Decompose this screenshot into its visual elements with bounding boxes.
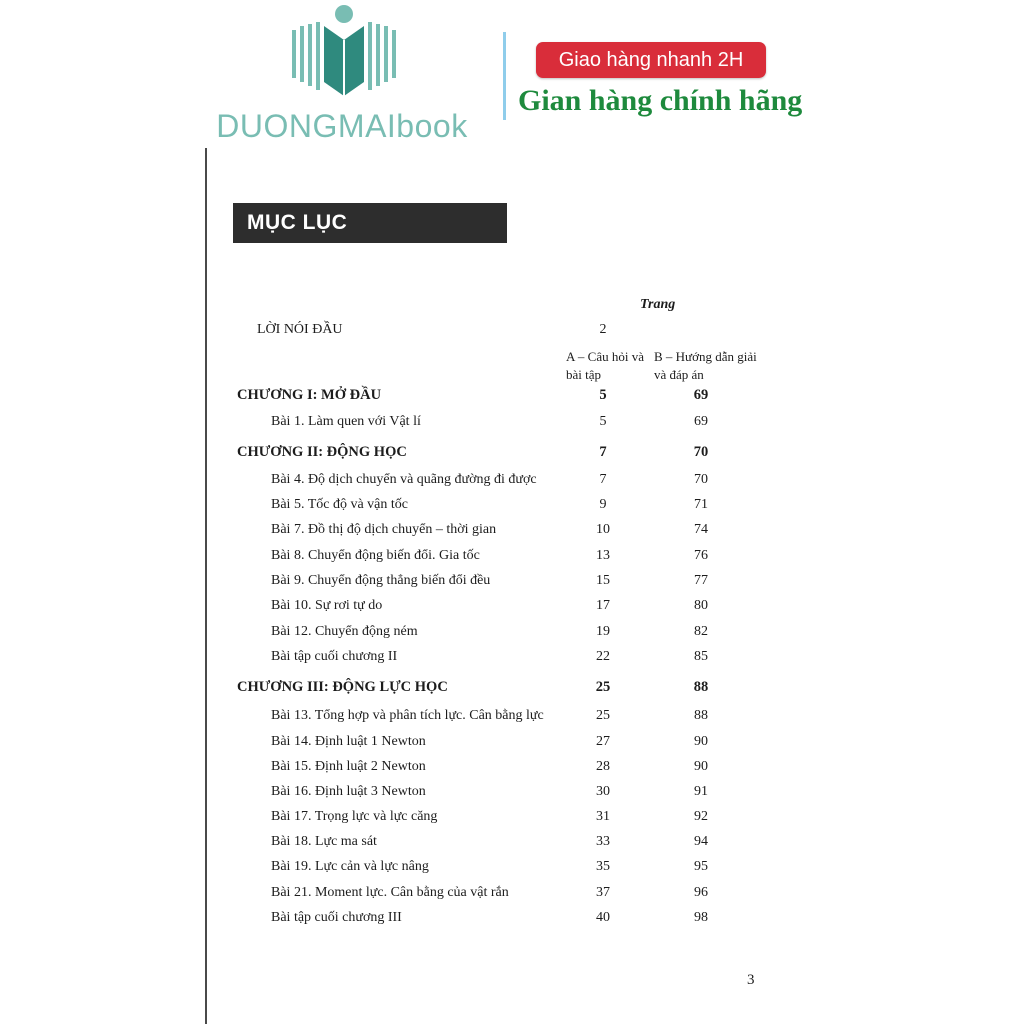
toc-lesson-row bbox=[0, 784, 1024, 806]
toc-lesson-row bbox=[0, 708, 1024, 730]
toc-entry-title: Bài 14. Định luật 1 Newton bbox=[271, 734, 426, 749]
page-b-number: 90 bbox=[694, 734, 708, 749]
page-a-number: 27 bbox=[596, 734, 610, 749]
toc-lesson-row bbox=[0, 497, 1024, 519]
page-a-number: 19 bbox=[596, 624, 610, 639]
toc-lesson-row bbox=[0, 598, 1024, 620]
toc-chapter-row bbox=[0, 679, 1024, 701]
preface-page-number: 2 bbox=[599, 322, 607, 337]
page-b-number: 90 bbox=[694, 759, 708, 774]
toc-entry-title: Bài 16. Định luật 3 Newton bbox=[271, 784, 426, 799]
page-b-number: 95 bbox=[694, 859, 708, 874]
toc-entry-title: Bài 1. Làm quen với Vật lí bbox=[271, 414, 421, 429]
toc-lesson-row bbox=[0, 573, 1024, 595]
toc-lesson-row bbox=[0, 885, 1024, 907]
page-b-number: 96 bbox=[694, 885, 708, 900]
page-a-number: 22 bbox=[596, 649, 610, 664]
page-b-number: 92 bbox=[694, 809, 708, 824]
toc-entry-title: Bài 5. Tốc độ và vận tốc bbox=[271, 497, 408, 512]
page-a-number: 25 bbox=[596, 708, 610, 723]
toc-lesson-row bbox=[0, 834, 1024, 856]
page-a-number: 28 bbox=[596, 759, 610, 774]
page-b-number: 91 bbox=[694, 784, 708, 799]
toc-lesson-row bbox=[0, 472, 1024, 494]
page-b-number: 74 bbox=[694, 522, 708, 537]
page-b-number: 88 bbox=[694, 708, 708, 723]
toc-lesson-row bbox=[0, 624, 1024, 646]
brand-name: DUONGMAIbook bbox=[216, 108, 468, 144]
toc-entry-title: Bài 21. Moment lực. Cân bằng của vật rắn bbox=[271, 885, 509, 900]
page-a-number: 7 bbox=[599, 472, 607, 487]
official-shop-label: Gian hàng chính hãng bbox=[518, 84, 803, 117]
toc-entry-title: CHƯƠNG II: ĐỘNG HỌC bbox=[237, 444, 407, 460]
page-a-number: 7 bbox=[599, 444, 607, 460]
page-a-number: 25 bbox=[595, 679, 611, 695]
toc-lesson-row bbox=[0, 809, 1024, 831]
toc-entry-title: Bài 7. Đồ thị độ dịch chuyển – thời gian bbox=[271, 522, 497, 537]
toc-entry-title: Bài 8. Chuyển động biến đổi. Gia tốc bbox=[271, 548, 480, 563]
toc-lesson-row bbox=[0, 910, 1024, 932]
page-b-number: 77 bbox=[694, 573, 708, 588]
toc-lesson-row bbox=[0, 734, 1024, 756]
delivery-badge: Giao hàng nhanh 2H bbox=[536, 42, 766, 78]
toc-entry-title: Bài 19. Lực cản và lực nâng bbox=[271, 859, 429, 874]
toc-lesson-row bbox=[0, 759, 1024, 781]
page-b-number: 71 bbox=[694, 497, 708, 512]
toc-lesson-row bbox=[0, 859, 1024, 881]
page-b-number: 85 bbox=[694, 649, 708, 664]
page-a-number: 13 bbox=[596, 548, 610, 563]
toc-entry-title: Bài 17. Trọng lực và lực căng bbox=[271, 809, 438, 824]
page-a-number: 35 bbox=[596, 859, 610, 874]
page-b-number: 69 bbox=[694, 414, 708, 429]
page-column-label: Trang bbox=[640, 297, 676, 312]
preface-label: LỜI NÓI ĐẦU bbox=[257, 322, 343, 337]
page-a-number: 17 bbox=[596, 598, 610, 613]
toc-entry-title: Bài 4. Độ dịch chuyển và quãng đường đi được bbox=[271, 472, 537, 487]
page-b-number: 98 bbox=[694, 910, 708, 925]
page-a-number: 15 bbox=[596, 573, 610, 588]
page-number: 3 bbox=[747, 972, 755, 988]
toc-heading: MỤC LỤC bbox=[233, 203, 507, 243]
toc-entry-title: Bài 13. Tổng hợp và phân tích lực. Cân bằng lực bbox=[271, 708, 544, 723]
toc-entry-title: Bài 12. Chuyển động ném bbox=[271, 624, 418, 639]
page-a-number: 5 bbox=[599, 387, 607, 403]
page-a-number: 37 bbox=[596, 885, 610, 900]
page-b-number: 70 bbox=[693, 444, 709, 460]
column-b-header: B – Hướng dẫn giải và đáp án bbox=[654, 349, 757, 382]
page-a-number: 5 bbox=[599, 414, 607, 429]
column-a-header: A – Câu hỏi và bài tập bbox=[566, 349, 644, 382]
toc-entry-title: Bài 18. Lực ma sát bbox=[271, 834, 377, 849]
header-divider bbox=[503, 32, 506, 120]
page-b-number: 88 bbox=[693, 679, 709, 695]
toc-chapter-row bbox=[0, 387, 1024, 409]
page-a-number: 31 bbox=[596, 809, 610, 824]
page-b-number: 69 bbox=[693, 387, 709, 403]
page-b-number: 82 bbox=[694, 624, 708, 639]
toc-entry-title: Bài 10. Sự rơi tự do bbox=[271, 598, 383, 613]
page-b-number: 94 bbox=[694, 834, 708, 849]
page-a-number: 33 bbox=[596, 834, 610, 849]
toc-lesson-row bbox=[0, 649, 1024, 671]
toc-entry-title: Bài tập cuối chương II bbox=[271, 649, 398, 664]
page-a-number: 30 bbox=[596, 784, 610, 799]
toc-lesson-row bbox=[0, 414, 1024, 436]
page-b-number: 76 bbox=[694, 548, 708, 563]
toc-entry-title: Bài 9. Chuyển động thẳng biến đổi đều bbox=[271, 573, 491, 588]
toc-entry-title: Bài 15. Định luật 2 Newton bbox=[271, 759, 426, 774]
page-b-number: 80 bbox=[694, 598, 708, 613]
page-a-number: 9 bbox=[599, 497, 607, 512]
open-book-person-icon bbox=[284, 4, 404, 102]
toc-lesson-row bbox=[0, 522, 1024, 544]
page-a-number: 40 bbox=[596, 910, 610, 925]
toc-chapter-row bbox=[0, 444, 1024, 466]
toc-entry-title: CHƯƠNG I: MỞ ĐẦU bbox=[237, 387, 382, 403]
page-b-number: 70 bbox=[694, 472, 708, 487]
toc-entry-title: CHƯƠNG III: ĐỘNG LỰC HỌC bbox=[237, 679, 448, 695]
page-a-number: 10 bbox=[596, 522, 610, 537]
toc-lesson-row bbox=[0, 548, 1024, 570]
toc-entry-title: Bài tập cuối chương III bbox=[271, 910, 402, 925]
